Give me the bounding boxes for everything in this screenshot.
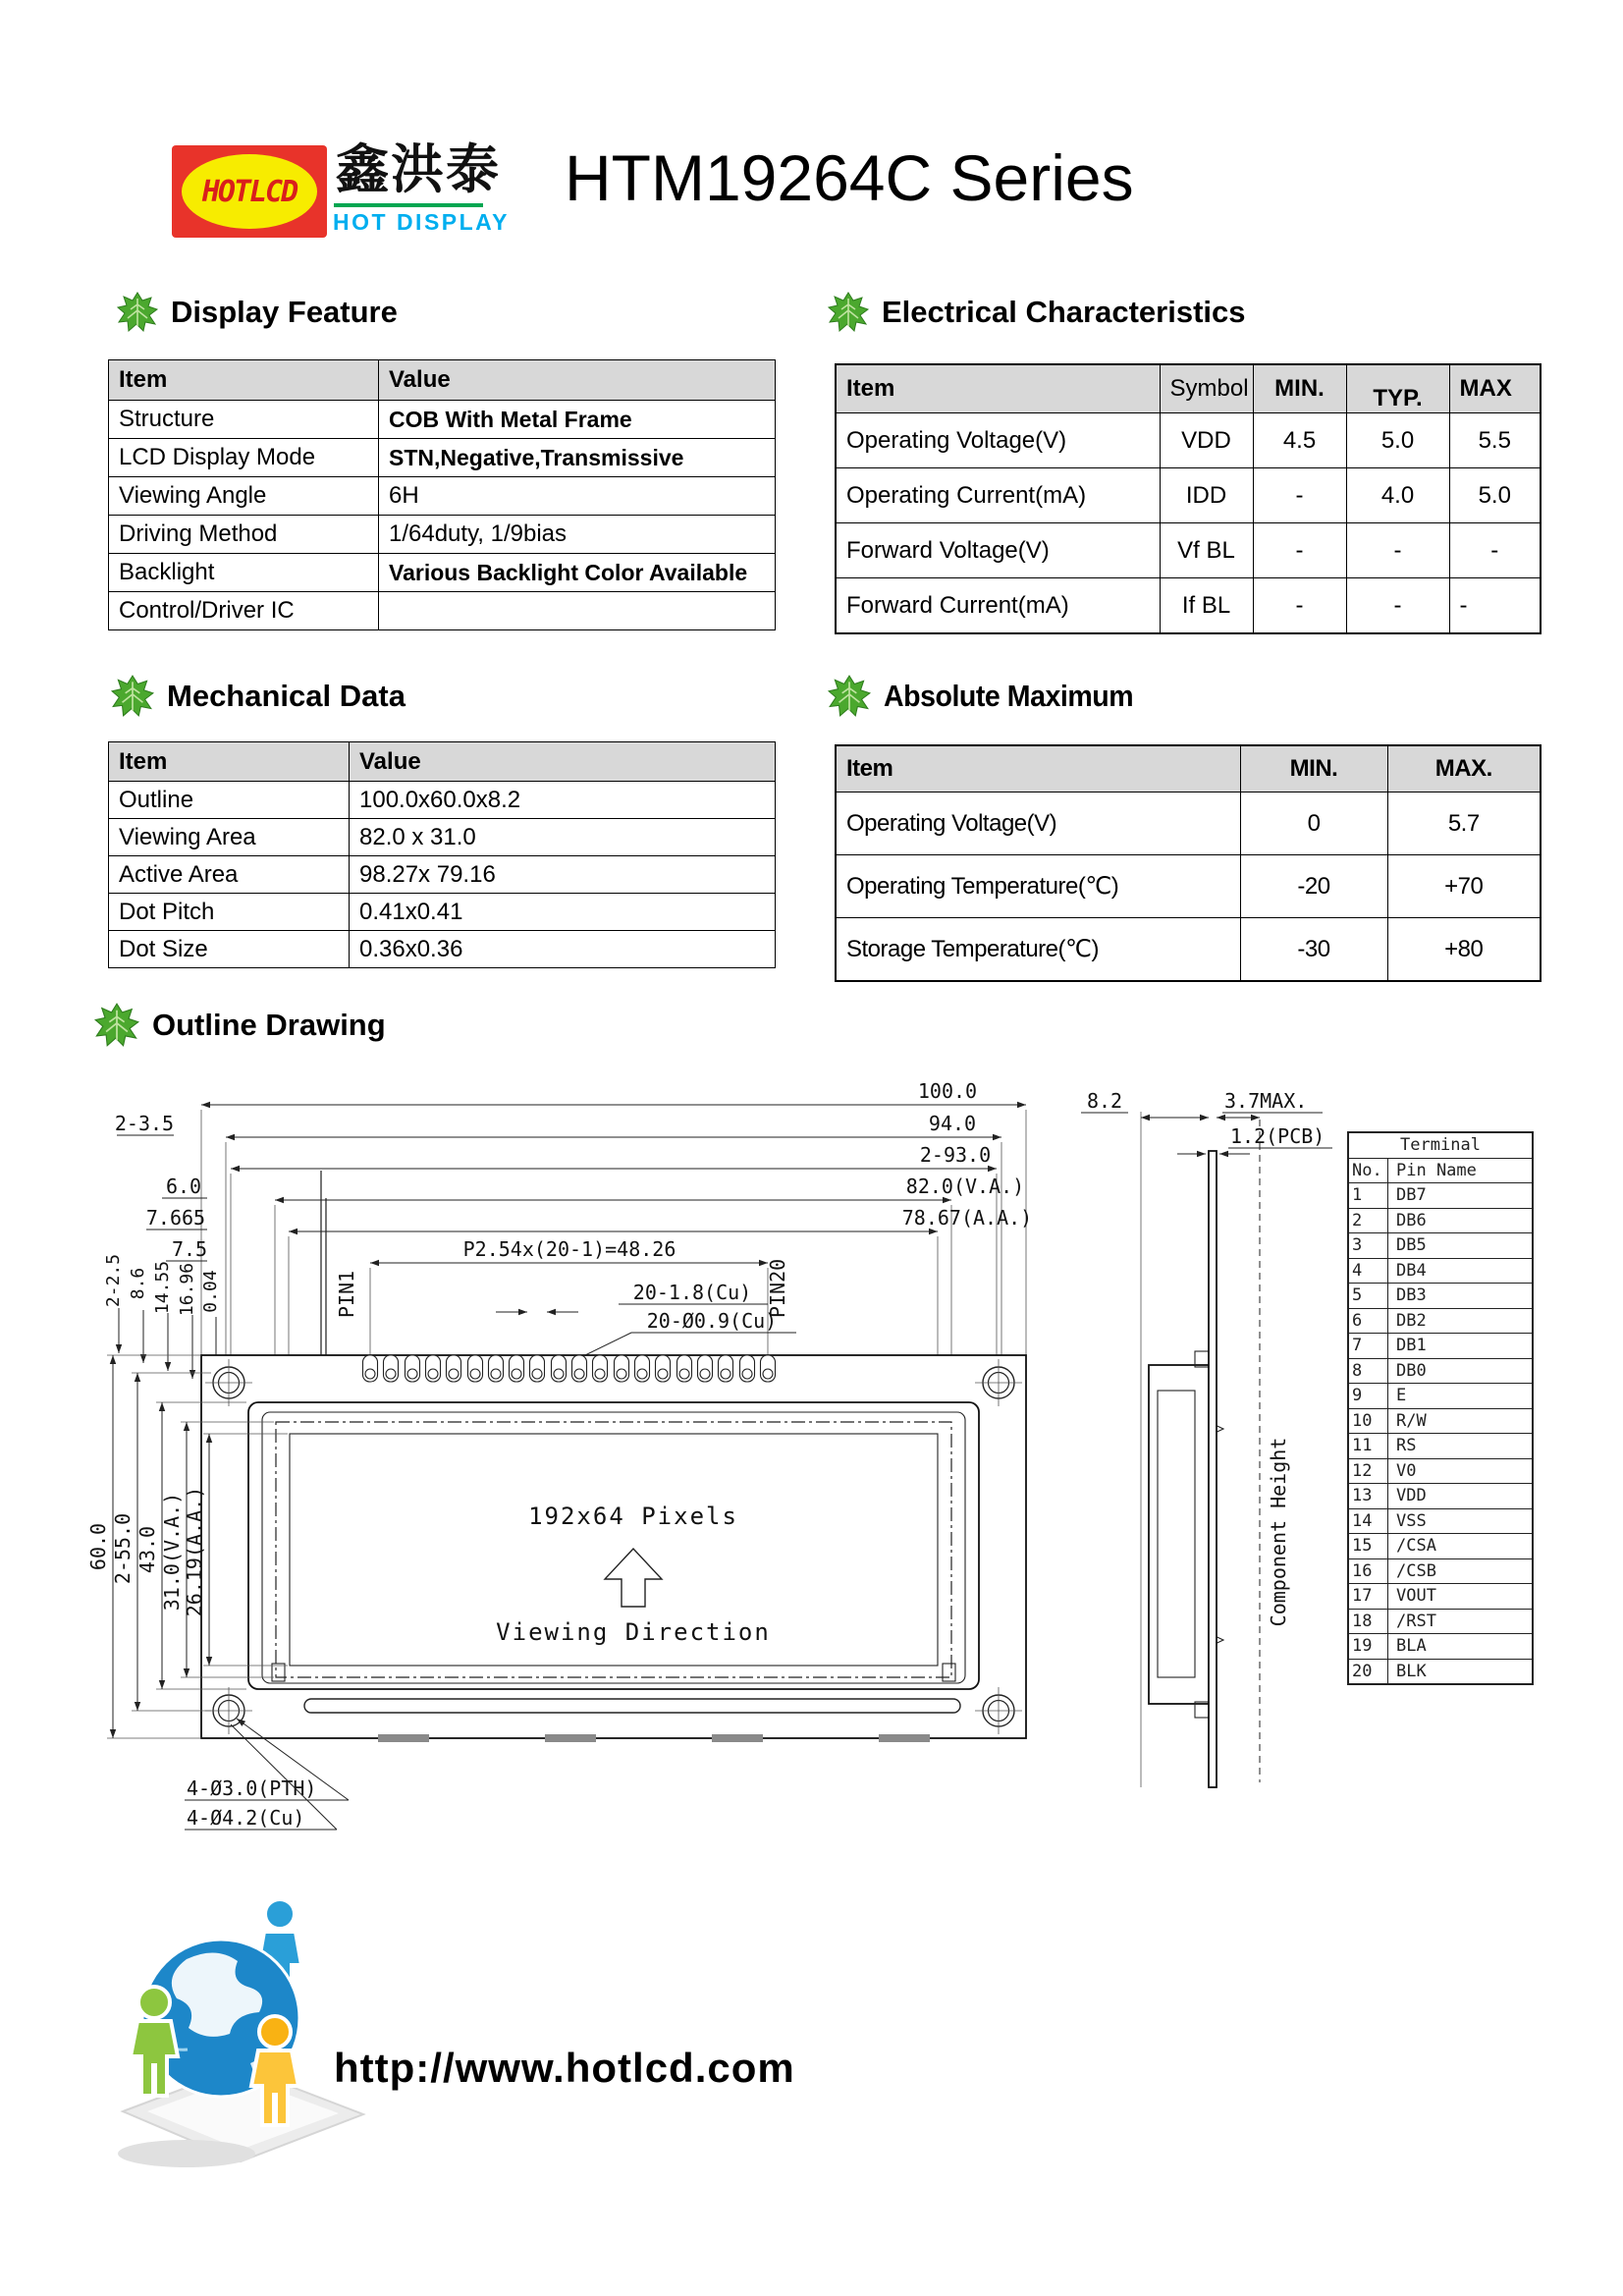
pin-no: 14 <box>1349 1509 1388 1534</box>
table-cell: Driving Method <box>109 516 379 554</box>
dim-label: 14.55 <box>152 1260 173 1315</box>
col-header: Pin Name <box>1396 1160 1477 1180</box>
table-cell: Various Backlight Color Available <box>379 554 776 592</box>
section-title: Absolute Maximum <box>884 679 1134 713</box>
table-cell: If BL <box>1160 578 1253 634</box>
pin-row <box>1349 1208 1532 1233</box>
pin-name: /CSB <box>1396 1560 1436 1581</box>
table-cell: - <box>1346 523 1449 578</box>
terminal-title-text: Terminal <box>1400 1135 1481 1156</box>
dim-label: 4-Ø4.2(Cu) <box>187 1806 305 1830</box>
table-row <box>109 782 776 819</box>
pin-name: E <box>1396 1386 1407 1406</box>
pin-name: BLA <box>1396 1636 1427 1657</box>
logo-subtitle: HOT DISPLAY <box>333 209 511 235</box>
pin-row <box>1349 1258 1532 1284</box>
table-row <box>836 468 1541 523</box>
pin-no: 18 <box>1349 1610 1388 1634</box>
table-cell: Control/Driver IC <box>109 592 379 630</box>
table-cell: 5.5 <box>1449 413 1541 468</box>
pin-no: 6 <box>1349 1309 1388 1334</box>
table-row <box>836 918 1541 982</box>
table-cell: STN,Negative,Transmissive <box>379 439 776 477</box>
pin-name: VOUT <box>1396 1586 1436 1607</box>
pin-row <box>1349 1308 1532 1334</box>
pin-name: DB0 <box>1396 1360 1427 1381</box>
pin-row <box>1349 1283 1532 1308</box>
pin-row <box>1349 1458 1532 1484</box>
pin-name: VDD <box>1396 1486 1427 1506</box>
top-dimensions <box>115 1079 1032 1263</box>
pin1-label: PIN1 <box>335 1270 358 1318</box>
leaf-icon <box>93 1002 140 1049</box>
table-cell: Vf BL <box>1160 523 1253 578</box>
pin-row <box>1349 1408 1532 1434</box>
table-cell: 6H <box>379 477 776 516</box>
table-cell: Backlight <box>109 554 379 592</box>
dim-label: 4-Ø3.0(PTH) <box>187 1777 317 1800</box>
pin-no: 3 <box>1349 1233 1388 1258</box>
pin-row <box>1349 1433 1532 1458</box>
table-cell: -20 <box>1240 855 1387 918</box>
pin-no: 7 <box>1349 1334 1388 1358</box>
dim-label: 2-3.5 <box>114 1112 175 1135</box>
side-view <box>1081 1089 1332 1787</box>
dim-label: 7.665 <box>145 1206 206 1230</box>
col-header: No. <box>1349 1159 1388 1183</box>
leaf-icon <box>110 674 155 719</box>
brand-logo <box>172 145 327 238</box>
pin-row <box>1349 1533 1532 1558</box>
table-cell: 5.7 <box>1387 793 1541 855</box>
pin-name: VSS <box>1396 1510 1427 1531</box>
pin-name: V0 <box>1396 1460 1417 1481</box>
col-header: MIN. <box>1253 364 1346 413</box>
pin-row <box>1349 1609 1532 1634</box>
pin-name: RS <box>1396 1436 1417 1456</box>
dim-label: 2-55.0 <box>111 1512 135 1585</box>
pin-no: 17 <box>1349 1584 1388 1609</box>
table-cell: Storage Temperature(℃) <box>836 918 1240 982</box>
pin-no: 13 <box>1349 1484 1388 1508</box>
pin-no: 2 <box>1349 1209 1388 1233</box>
pin-name: DB4 <box>1396 1260 1427 1281</box>
table-cell: +70 <box>1387 855 1541 918</box>
pin-name: BLK <box>1396 1661 1427 1681</box>
pin-name: DB7 <box>1396 1185 1427 1206</box>
dim-label: 20-1.8(Cu) <box>632 1281 752 1304</box>
col-header: Value <box>350 742 776 782</box>
table-cell: 4.0 <box>1346 468 1449 523</box>
dim-label: 7.5 <box>171 1237 208 1261</box>
table-cell: Operating Voltage(V) <box>836 793 1240 855</box>
section-electrical <box>827 291 1246 334</box>
dim-label: 2-93.0 <box>919 1143 992 1167</box>
pin-no: 5 <box>1349 1284 1388 1308</box>
terminal-header-row <box>1349 1158 1532 1183</box>
col-header: MIN. <box>1240 745 1387 793</box>
dim-label: 16.96 <box>177 1262 197 1317</box>
pin-name: DB5 <box>1396 1235 1427 1256</box>
front-view <box>86 1079 1032 1830</box>
dim-label: P2.54x(20-1)=48.26 <box>462 1237 676 1261</box>
table-cell: Forward Current(mA) <box>836 578 1160 634</box>
terminal-table <box>1347 1131 1534 1685</box>
pin-name: /CSA <box>1396 1536 1436 1557</box>
table-cell: COB With Metal Frame <box>379 401 776 439</box>
pin-row <box>1349 1659 1532 1684</box>
table-row <box>836 855 1541 918</box>
dim-label: 100.0 <box>917 1079 978 1103</box>
table-cell: Outline <box>109 782 350 819</box>
footer-globe-logo <box>93 1890 417 2185</box>
dim-label: 26.19(A.A.) <box>183 1486 206 1617</box>
table-cell: IDD <box>1160 468 1253 523</box>
pin-no: 19 <box>1349 1634 1388 1659</box>
dim-label: 8.6 <box>128 1267 148 1300</box>
table-cell: -30 <box>1240 918 1387 982</box>
pin-name: R/W <box>1396 1410 1427 1431</box>
table-cell: 1/64duty, 1/9bias <box>379 516 776 554</box>
table-row <box>109 516 776 554</box>
pin-no: 8 <box>1349 1359 1388 1384</box>
section-absolute-maximum <box>827 674 1155 719</box>
section-title: Display Feature <box>171 295 398 329</box>
dim-label: 82.0(V.A.) <box>905 1175 1025 1198</box>
leaf-icon <box>827 674 872 719</box>
table-row <box>109 477 776 516</box>
table-cell: - <box>1253 578 1346 634</box>
table-cell: Structure <box>109 401 379 439</box>
table-cell: LCD Display Mode <box>109 439 379 477</box>
dim-label: 43.0 <box>135 1525 159 1574</box>
dim-label: 8.2 <box>1086 1089 1123 1113</box>
col-header: Item <box>109 742 350 782</box>
mechanical-table <box>108 741 776 968</box>
table-row <box>109 401 776 439</box>
leaf-icon <box>116 291 159 334</box>
dim-label: 94.0 <box>928 1112 977 1135</box>
table-row <box>109 592 776 630</box>
outline-drawing <box>83 1061 1551 1846</box>
table-cell: 5.0 <box>1346 413 1449 468</box>
component-height-label: Component Height <box>1267 1437 1290 1627</box>
section-title: Outline Drawing <box>152 1008 386 1042</box>
table-cell: Dot Size <box>109 931 350 968</box>
logo-ellipse <box>182 154 317 229</box>
table-cell: Dot Pitch <box>109 894 350 931</box>
pin-no: 1 <box>1349 1183 1388 1208</box>
table-cell: 0 <box>1240 793 1387 855</box>
display-feature-table <box>108 359 776 630</box>
pin-name: DB6 <box>1396 1210 1427 1230</box>
pin-row <box>1349 1508 1532 1534</box>
pin-no: 4 <box>1349 1259 1388 1284</box>
pin20-label: PIN20 <box>766 1258 789 1318</box>
pin-row <box>1349 1558 1532 1584</box>
table-row <box>836 793 1541 855</box>
dim-label: 2-2.5 <box>103 1253 124 1308</box>
table-row <box>109 819 776 856</box>
dim-label: 1.2(PCB) <box>1230 1124 1325 1148</box>
pin-name: DB2 <box>1396 1310 1427 1331</box>
table-cell: - <box>1346 578 1449 634</box>
logo-green-bar <box>334 203 483 207</box>
dim-label: 31.0(V.A.) <box>160 1492 184 1612</box>
col-header: MAX. <box>1387 745 1541 793</box>
pin-no: 12 <box>1349 1459 1388 1484</box>
pin-no: 9 <box>1349 1384 1388 1408</box>
table-cell: Operating Voltage(V) <box>836 413 1160 468</box>
dim-label: 60.0 <box>86 1522 110 1571</box>
pin-row <box>1349 1182 1532 1208</box>
col-header: Item <box>109 360 379 401</box>
table-cell: VDD <box>1160 413 1253 468</box>
table-cell: 100.0x60.0x8.2 <box>350 782 776 819</box>
dim-label: 0.04 <box>200 1270 221 1313</box>
table-cell: - <box>1449 523 1541 578</box>
pin-row <box>1349 1333 1532 1358</box>
dim-label: 3.7MAX. <box>1224 1089 1308 1113</box>
table-row <box>109 856 776 894</box>
table-cell: 0.41x0.41 <box>350 894 776 931</box>
table-cell: 4.5 <box>1253 413 1346 468</box>
table-cell: 0.36x0.36 <box>350 931 776 968</box>
table-row <box>109 931 776 968</box>
dim-label: 6.0 <box>165 1175 202 1198</box>
terminal-title <box>1349 1133 1532 1158</box>
logo-chinese-text: 鑫洪泰 <box>336 140 501 199</box>
pin-no: 10 <box>1349 1409 1388 1434</box>
section-mechanical <box>110 674 406 719</box>
pin-row <box>1349 1383 1532 1408</box>
section-outline-drawing <box>93 1002 386 1049</box>
pin-row <box>1349 1358 1532 1384</box>
table-cell: Operating Current(mA) <box>836 468 1160 523</box>
table-row <box>836 578 1541 634</box>
leaf-icon <box>827 291 870 334</box>
pin-row <box>1349 1583 1532 1609</box>
pin-row <box>1349 1483 1532 1508</box>
table-row <box>836 413 1541 468</box>
section-title: Electrical Characteristics <box>882 295 1246 329</box>
col-header: Symbol <box>1160 364 1253 413</box>
pin-name: DB3 <box>1396 1285 1427 1306</box>
pin-name: DB1 <box>1396 1336 1427 1356</box>
table-cell: Viewing Area <box>109 819 350 856</box>
col-header: Item <box>836 364 1160 413</box>
table-cell: 5.0 <box>1449 468 1541 523</box>
table-row <box>109 439 776 477</box>
absolute-maximum-table <box>835 744 1542 982</box>
viewing-direction-label: Viewing Direction <box>496 1618 771 1646</box>
table-cell: - <box>1253 523 1346 578</box>
website-url[interactable]: http://www.hotlcd.com <box>334 2045 795 2091</box>
table-row <box>836 523 1541 578</box>
pin-no: 20 <box>1349 1660 1388 1684</box>
pin-no: 16 <box>1349 1559 1388 1584</box>
col-header: TYP. <box>1346 364 1449 413</box>
pin-name: /RST <box>1396 1611 1436 1631</box>
page-title: HTM19264C Series <box>565 141 1134 214</box>
table-cell: Forward Voltage(V) <box>836 523 1160 578</box>
col-header: MAX <box>1449 364 1541 413</box>
section-display-feature <box>116 291 398 334</box>
metal-frame <box>248 1402 979 1689</box>
table-cell: - <box>1449 578 1541 634</box>
table-cell <box>379 592 776 630</box>
section-title: Mechanical Data <box>167 679 406 713</box>
table-cell: 98.27x 79.16 <box>350 856 776 894</box>
table-row <box>109 554 776 592</box>
table-cell: Operating Temperature(℃) <box>836 855 1240 918</box>
logo-brand-text: HOTLCD <box>201 174 298 209</box>
table-cell: Active Area <box>109 856 350 894</box>
table-row <box>109 894 776 931</box>
pin-no: 15 <box>1349 1534 1388 1558</box>
table-cell: Viewing Angle <box>109 477 379 516</box>
dim-label: 78.67(A.A.) <box>901 1206 1033 1230</box>
pixels-label: 192x64 Pixels <box>528 1503 738 1530</box>
col-header: Item <box>836 745 1240 793</box>
dim-label: 20-Ø0.9(Cu) <box>646 1309 778 1333</box>
table-cell: 82.0 x 31.0 <box>350 819 776 856</box>
side-pcb <box>1209 1151 1217 1787</box>
backlight-slot <box>304 1699 960 1713</box>
electrical-table <box>835 363 1542 634</box>
table-cell: - <box>1253 468 1346 523</box>
pin-row <box>1349 1232 1532 1258</box>
col-header: Value <box>379 360 776 401</box>
pin-row <box>1349 1633 1532 1659</box>
pin-no: 11 <box>1349 1434 1388 1458</box>
table-cell: +80 <box>1387 918 1541 982</box>
